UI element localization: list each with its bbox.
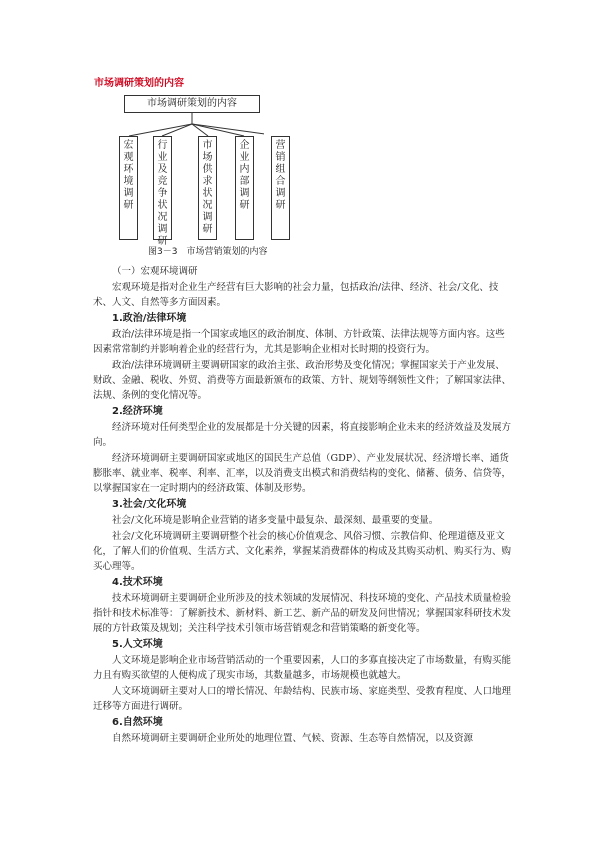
diagram-child-internal: 企业内部调研 xyxy=(235,136,254,240)
heading-technology: 4.技术环境 xyxy=(112,577,163,588)
heading-economic: 2.经济环境 xyxy=(112,406,163,417)
paragraph: 技术环境调研主要调研企业所涉及的技术领域的发展情况、科技环境的变化、产品技术质量检验指针和技术标准等：了解新技术、新材料、新工艺、新产品的研发及问世情况；掌握国家科研技术发展的方针政策及规划；关注科学技术引领市场营销观念和营销策略的新变化等。 xyxy=(93,593,512,634)
diagram-child-marketing-mix: 营销组合调研 xyxy=(271,136,290,240)
paragraph: 经济环境对任何类型企业的发展都是十分关键的因素，将直接影响企业未来的经济效益及发展方向。 xyxy=(93,422,512,448)
diagram-child-macro: 宏观环境调研 xyxy=(119,136,138,240)
paragraph: 人文环境是影响企业市场营销活动的一个重要因素，人口的多寡直接决定了市场数量，有购买能力且有购买欲望的人便构成了现实市场，其数量越多，市场规模也就越大。 xyxy=(93,655,512,681)
heading-political-legal: 1.政治/法律环境 xyxy=(112,313,187,324)
body-text xyxy=(93,264,511,747)
diagram-root-box: 市场调研策划的内容 xyxy=(124,95,260,113)
paragraph: 社会/文化环境调研主要调研整个社会的核心价值观念、风俗习惯、宗教信仰、伦理道德及亚文化，了解人们的价值观、生活方式、文化素养，掌握某消费群体的构成及其购买动机、购买行为、购买心理等。 xyxy=(93,531,512,572)
paragraph: 自然环境调研主要调研企业所处的地理位置、气候、资源、生态等自然情况，以及资源 xyxy=(112,733,474,744)
section-title: 市场调研策划的内容 xyxy=(94,78,184,89)
paragraph: 政治/法律环境调研主要调研国家的政治主张、政治形势及变化情况；掌握国家关于产业发展、财政、金融、税收、外贸、消费等方面最新颁布的政策、方针、规划等纲领性文件；了解国家法律、法规、条例的变化情况等。 xyxy=(93,360,512,401)
heading-human: 5.人文环境 xyxy=(112,639,163,650)
diagram-child-supply-demand: 市场供求状况调研 xyxy=(198,136,217,240)
paragraph: 人文环境调研主要对人口的增长情况、年龄结构、民族市场、家庭类型、受教育程度、人口地理迁移等方面进行调研。 xyxy=(93,686,512,712)
paragraph: 宏观环境是指对企业生产经营有巨大影响的社会力量，包括政治/法律、经济、社会/文化、技术、人文、自然等多方面因素。 xyxy=(93,282,499,308)
paragraph: 政治/法律环境是指一个国家或地区的政治制度、体制、方针政策、法律法规等方面内容。这些因素常常制约并影响着企业的经营行为，尤其是影响企业相对长时期的投资行为。 xyxy=(93,329,505,355)
paragraph: 社会/文化环境是影响企业营销的诸多变量中最复杂、最深刻、最重要的变量。 xyxy=(112,515,439,526)
content-diagram xyxy=(114,92,286,262)
diagram-child-industry: 行业及竞争状况调研 xyxy=(153,136,172,240)
subsection-heading: （一）宏观环境调研 xyxy=(112,266,198,277)
paragraph: 经济环境调研主要调研国家或地区的国民生产总值（GDP）、产业发展状况、经济增长率、通货膨胀率、就业率、税率、利率、汇率，以及消费支出模式和消费结构的变化、储蓄、债务、信贷等，以掌握国家在一定时期内的经济政策、体制及形势。 xyxy=(93,453,512,494)
heading-social-cultural: 3.社会/文化环境 xyxy=(112,499,187,510)
diagram-caption: 图3－3 市场营销策划的内容 xyxy=(148,247,268,257)
heading-natural: 6.自然环境 xyxy=(112,717,163,728)
